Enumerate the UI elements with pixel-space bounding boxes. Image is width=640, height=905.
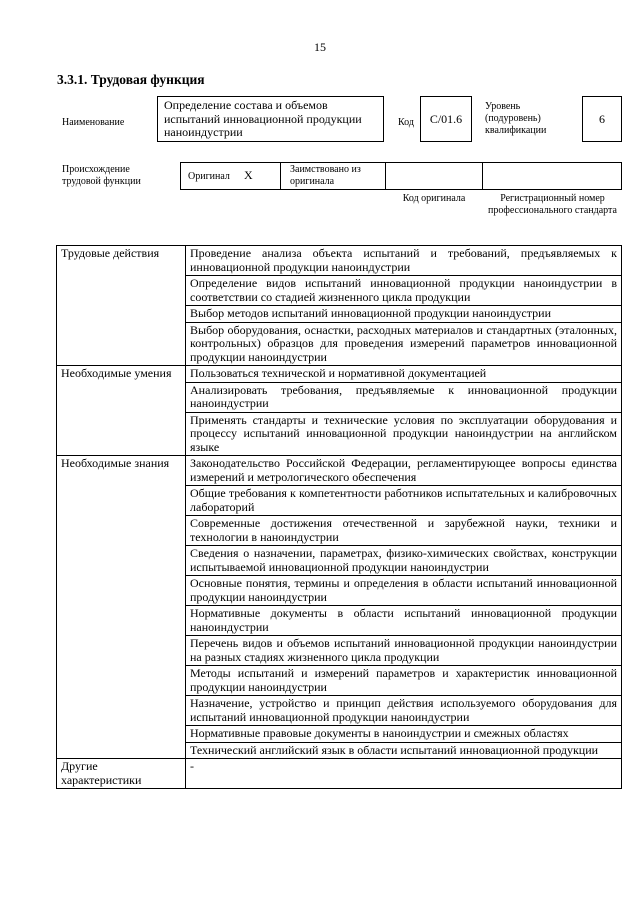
row-item: Нормативные правовые документы в наноиндустрии и смежных областях xyxy=(186,726,622,743)
code-box xyxy=(420,96,472,142)
section-title: 3.3.1. Трудовая функция xyxy=(57,72,205,87)
row-item: Общие требования к компетентности работников испытательных и калибровочных лабораторий xyxy=(186,486,622,516)
row-category: Необходимые умения xyxy=(57,366,186,456)
name-label: Наименование xyxy=(62,117,125,128)
function-name-box xyxy=(157,96,384,142)
table-row xyxy=(57,759,622,789)
table-row xyxy=(57,366,622,383)
row-item: Применять стандарты и технические условия по эксплуатации оборудования и процессу испытаний инновационной продукции наноиндустрии на английском языке xyxy=(186,412,622,456)
function-name: Определение состава и объемов испытаний инновационной продукции наноиндустрии xyxy=(164,98,362,139)
original-mark: X xyxy=(244,168,253,182)
row-item: Перечень видов и объемов испытаний инновационной продукции наноиндустрии на разных стадиях жизненного цикла продукции xyxy=(186,636,622,666)
row-item: - xyxy=(186,759,622,789)
original-label: Оригинал xyxy=(188,171,230,182)
row-item: Основные понятия, термины и определения в области испытаний инновационной продукции наноиндустрии xyxy=(186,576,622,606)
row-item: Определение видов испытаний инновационной продукции наноиндустрии в соответствии со стадией жизненного цикла продукции xyxy=(186,276,622,306)
row-category: Необходимые знания xyxy=(57,456,186,759)
row-item: Назначение, устройство и принцип действия используемого оборудования для испытаний инновационной продукции наноиндустрии xyxy=(186,696,622,726)
code-value: С/01.6 xyxy=(429,112,463,126)
table-row xyxy=(57,456,622,486)
reg-number-caption: Регистрационный номер профессионального стандарта xyxy=(488,193,617,216)
row-item: Нормативные документы в области испытаний инновационной продукции наноиндустрии xyxy=(186,606,622,636)
row-item: Анализировать требования, предъявляемые к инновационной продукции наноиндустрии xyxy=(186,382,622,412)
code-label: Код xyxy=(398,117,414,128)
origin-table xyxy=(180,162,622,190)
level-label: Уровень (подуровень) квалификации xyxy=(485,101,547,136)
level-value: 6 xyxy=(599,112,605,126)
row-item: Современные достижения отечественной и зарубежной науки, техники и технологии в наноиндустрии xyxy=(186,516,622,546)
row-item: Проведение анализа объекта испытаний и требований, предъявляемых к инновационной продукции наноиндустрии xyxy=(186,246,622,276)
code-original-caption: Код оригинала xyxy=(402,193,466,204)
row-item: Пользоваться технической и нормативной документацией xyxy=(186,366,622,383)
row-item: Сведения о назначении, параметрах, физико-химических свойствах, конструкции испытываемой инновационной продукции наноиндустрии xyxy=(186,546,622,576)
row-item: Выбор оборудования, оснастки, расходных материалов и стандартных (эталонных, контрольных) образцов для проведения измерений параметров инновационной продукции наноиндустрии xyxy=(186,322,622,366)
row-category: Другие характеристики xyxy=(57,759,186,789)
row-item: Законодательство Российской Федерации, регламентирующее вопросы единства измерений и метрологического обеспечения xyxy=(186,456,622,486)
row-item: Выбор методов испытаний инновационной продукции наноиндустрии xyxy=(186,306,622,323)
table-row xyxy=(57,246,622,276)
row-item: Технический английский язык в области испытаний инновационной продукции xyxy=(186,742,622,759)
page-number: 15 xyxy=(314,40,326,54)
origin-label: Происхождение трудовой функции xyxy=(62,164,141,187)
borrowed-label: Заимствовано из оригинала xyxy=(290,164,361,187)
row-item: Методы испытаний и измерений параметров и характеристик инновационной продукции наноиндустрии xyxy=(186,666,622,696)
row-category: Трудовые действия xyxy=(57,246,186,366)
level-box xyxy=(582,96,622,142)
function-details-table xyxy=(56,245,622,789)
